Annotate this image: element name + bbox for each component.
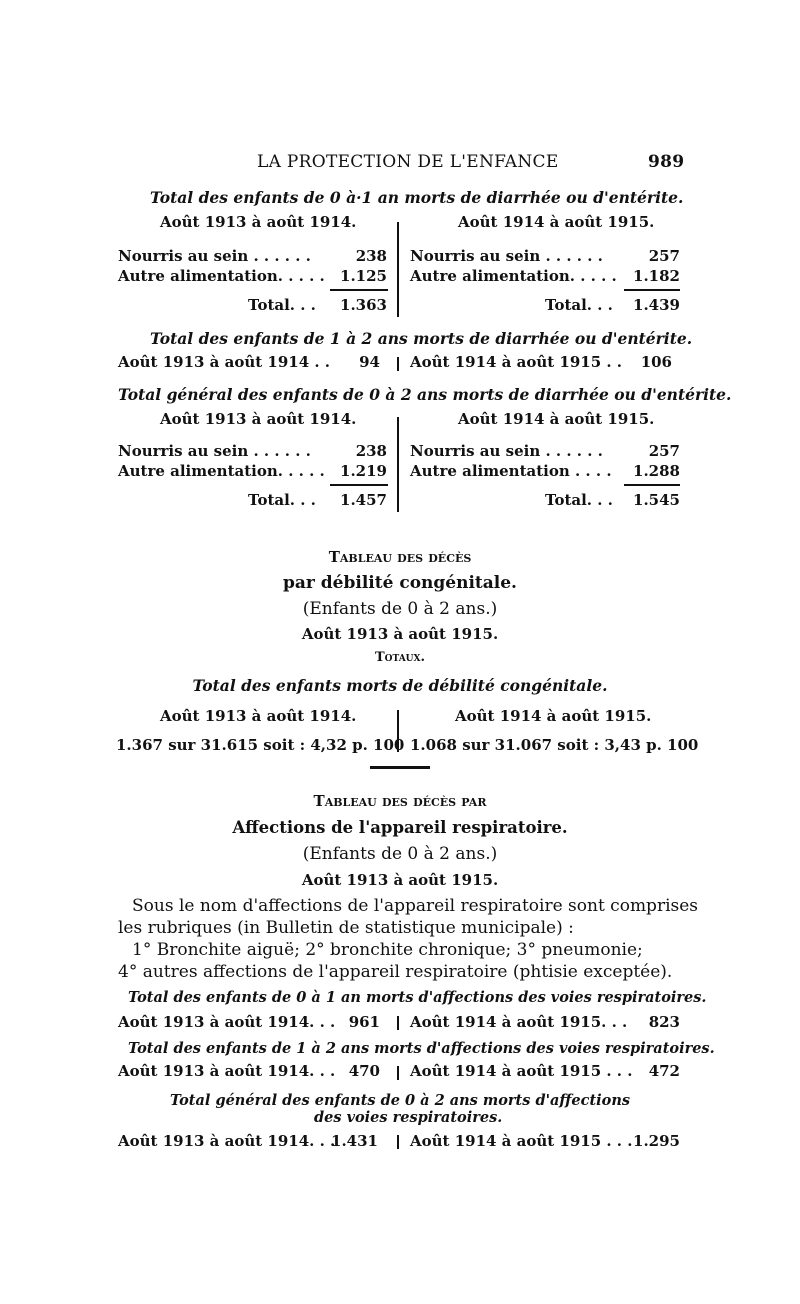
page-number: 989: [648, 152, 685, 172]
sec3-right-row2-value: 1.288: [633, 462, 680, 480]
tableau2-caption2: Total des enfants de 1 à 2 ans morts d'affections des voies respiratoires.: [128, 1040, 715, 1057]
tableau2-row3-left: Août 1913 à août 1914. . .: [118, 1132, 336, 1150]
tableau2-caption3-line1: Total général des enfants de 0 à 2 ans morts d'affections: [170, 1092, 631, 1109]
tableau2-paragraph-line4: 4° autres affections de l'appareil respiratoire (phtisie exceptée).: [118, 962, 673, 982]
tableau2-title: Tableau des décès par: [313, 792, 487, 810]
tableau2-row3-left-value: 1.431: [331, 1132, 378, 1150]
sec1-right-row2-label: Autre alimentation. . . . .: [410, 267, 617, 285]
tableau2-row1-right: Août 1914 à août 1915. . .: [410, 1013, 628, 1031]
sec3-right-row1-label: Nourris au sein . . . . . .: [410, 442, 603, 460]
tableau1-totaux: Totaux.: [374, 650, 426, 665]
tableau2-paragraph-line3: 1° Bronchite aiguë; 2° bronchite chronique; 3° pneumonie;: [132, 940, 643, 960]
sec3-right-period: Août 1914 à août 1915.: [458, 410, 655, 428]
sec3-left-row1-label: Nourris au sein . . . . . .: [118, 442, 311, 460]
running-title: LA PROTECTION DE L'ENFANCE: [257, 152, 559, 172]
tableau2-row1-left: Août 1913 à août 1914. . .: [118, 1013, 336, 1031]
sec3-left-total-value: 1.457: [340, 491, 387, 509]
tableau1-right-stat: 1.068 sur 31.067 soit : 3,43 p. 100: [410, 736, 699, 754]
sec3-left-row2-label: Autre alimentation. . . . .: [118, 462, 325, 480]
sec1-left-row1-value: 238: [355, 247, 387, 265]
tableau2-period: Août 1913 à août 1915.: [301, 871, 499, 889]
tableau2-ages: (Enfants de 0 à 2 ans.): [302, 844, 498, 864]
sec1-right-total-label: Total. . .: [545, 296, 613, 314]
sec2-right-period: Août 1914 à août 1915 . .: [410, 353, 623, 371]
sec1-left-total-value: 1.363: [340, 296, 387, 314]
tableau1-title: Tableau des décès: [328, 548, 472, 566]
tableau2-row1-divider: [397, 1016, 399, 1030]
sec2-left-period: Août 1913 à août 1914 . .: [118, 353, 331, 371]
sec3-right-row1-value: 257: [648, 442, 680, 460]
sec3-right-total-value: 1.545: [633, 491, 680, 509]
sec3-left-total-rule: [330, 484, 388, 486]
tableau1-subtitle: par débilité congénitale.: [283, 573, 517, 593]
section-separator-rule: [370, 766, 430, 769]
tableau2-row3-divider: [397, 1135, 399, 1149]
sec1-left-row1-label: Nourris au sein . . . . . .: [118, 247, 311, 265]
sec1-right-total-rule: [624, 289, 680, 291]
sec3-left-row2-value: 1.219: [340, 462, 387, 480]
sec3-column-divider: [397, 417, 399, 512]
tableau1-left-stat: 1.367 sur 31.615 soit : 4,32 p. 100: [116, 736, 405, 754]
sec3-left-total-label: Total. . .: [248, 491, 316, 509]
tableau2-row3-right: Août 1914 à août 1915 . . .: [410, 1132, 633, 1150]
sec1-right-row1-value: 257: [648, 247, 680, 265]
tableau2-row2-left-value: 470: [348, 1062, 380, 1080]
tableau1-left-period: Août 1913 à août 1914.: [160, 707, 357, 725]
section1-caption: Total des enfants de 0 à·1 an morts de diarrhée ou d'entérite.: [150, 188, 684, 207]
tableau1-ages: (Enfants de 0 à 2 ans.): [302, 599, 498, 619]
sec2-divider: [397, 357, 399, 371]
section3-caption: Total général des enfants de 0 à 2 ans morts de diarrhée ou d'entérite.: [118, 385, 732, 404]
tableau2-paragraph-line1: Sous le nom d'affections de l'appareil respiratoire sont comprises: [132, 896, 699, 916]
sec1-right-row1-label: Nourris au sein . . . . . .: [410, 247, 603, 265]
sec2-left-value: 94: [359, 353, 380, 371]
section2-caption: Total des enfants de 1 à 2 ans morts de diarrhée ou d'entérite.: [150, 329, 693, 348]
sec1-left-total-rule: [330, 289, 388, 291]
sec3-left-row1-value: 238: [355, 442, 387, 460]
sec1-left-row2-label: Autre alimentation. . . . .: [118, 267, 325, 285]
sec1-left-period: Août 1913 à août 1914.: [160, 213, 357, 231]
tableau2-row1-left-value: 961: [348, 1013, 380, 1031]
tableau2-subtitle: Affections de l'appareil respiratoire.: [232, 818, 568, 837]
sec1-left-row2-value: 1.125: [340, 267, 387, 285]
tableau2-row2-right-value: 472: [648, 1062, 680, 1080]
sec3-right-total-rule: [624, 484, 680, 486]
tableau2-caption1: Total des enfants de 0 à 1 an morts d'affections des voies respiratoires.: [128, 989, 707, 1006]
tableau2-paragraph-line2: les rubriques (in Bulletin de statistique municipale) :: [118, 918, 574, 938]
tableau1-period: Août 1913 à août 1915.: [301, 625, 499, 643]
tableau2-row2-divider: [397, 1066, 399, 1080]
sec1-right-total-value: 1.439: [633, 296, 680, 314]
tableau1-caption: Total des enfants morts de débilité congénitale.: [192, 676, 608, 695]
sec3-right-total-label: Total. . .: [545, 491, 613, 509]
tableau2-caption3-line2: des voies respiratoires.: [314, 1109, 503, 1126]
sec3-right-row2-label: Autre alimentation . . . .: [410, 462, 612, 480]
sec2-right-value: 106: [640, 353, 672, 371]
tableau1-right-period: Août 1914 à août 1915.: [455, 707, 652, 725]
tableau2-row1-right-value: 823: [648, 1013, 680, 1031]
sec3-left-period: Août 1913 à août 1914.: [160, 410, 357, 428]
sec1-right-period: Août 1914 à août 1915.: [458, 213, 655, 231]
sec1-left-total-label: Total. . .: [248, 296, 316, 314]
tableau2-row2-right: Août 1914 à août 1915 . . .: [410, 1062, 633, 1080]
sec1-column-divider: [397, 222, 399, 317]
sec1-right-row2-value: 1.182: [633, 267, 680, 285]
tableau2-row2-left: Août 1913 à août 1914. . .: [118, 1062, 336, 1080]
tableau2-row3-right-value: 1.295: [633, 1132, 680, 1150]
